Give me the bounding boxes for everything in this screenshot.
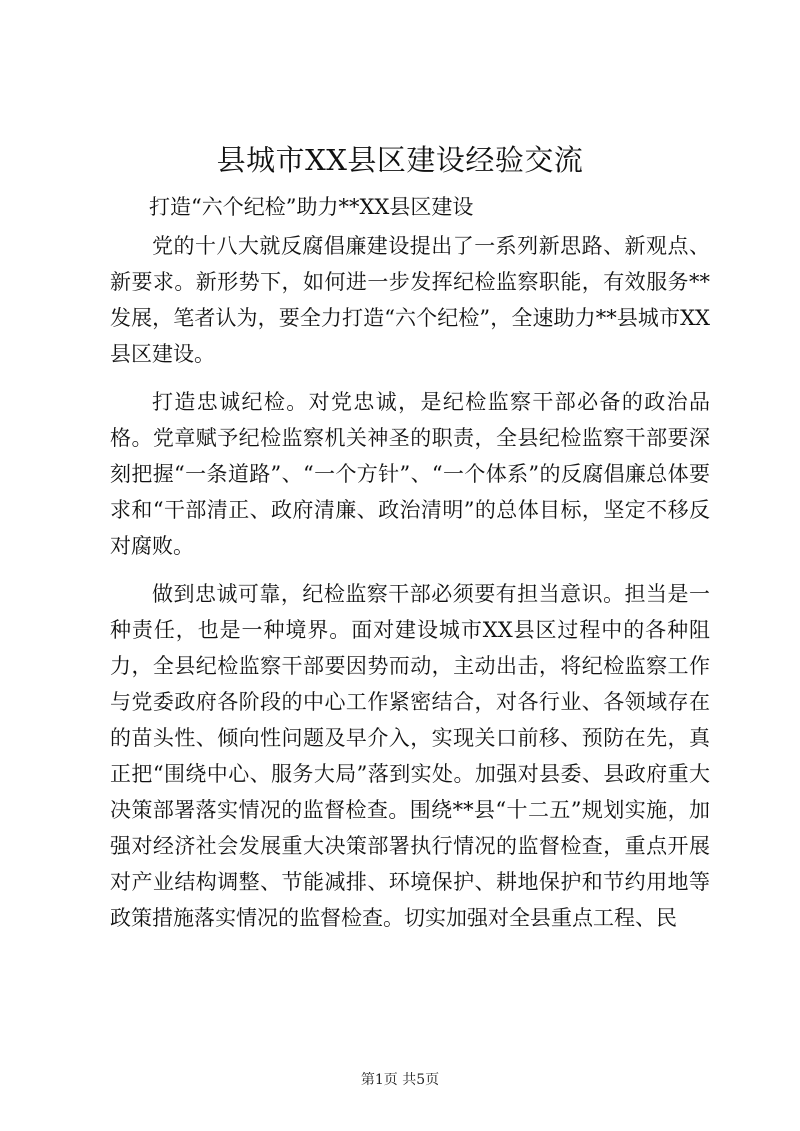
paragraph: 做到忠诚可靠，纪检监察干部必须要有担当意识。担当是一种责任，也是一种境界。面对建设城市XX县区过程中的各种阻力，全县纪检监察干部要因势而动，主动出击，将纪检监察工作与党委政府各阶段的中心工作紧密结合，对各行业、各领域存在的苗头性、倾向性问题及早介入，实现关口前移、预防在先，真正把“围绕中心、服务大局”落到实处。加强对县委、县政府重大决策部署落实情况的监督检查。围绕**县“十二五”规划实施，加强对经济社会发展重大决策部署执行情况的监督检查，重点开展对产业结构调整、节能减排、环境保护、耕地保护和节约用地等政策措施落实情况的监督检查。切实加强对全县重点工程、民: [110, 582, 710, 930]
document-title: 县城市XX县区建设经验交流: [216, 143, 584, 177]
page-footer: 第1页 共5页: [360, 1072, 440, 1088]
document-subtitle: 打造“六个纪检”助力**XX县区建设: [149, 195, 474, 219]
paragraph: 党的十八大就反腐倡廉建设提出了一系列新思路、新观点、新要求。新形势下，如何进一步发挥纪检监察职能，有效服务**发展，笔者认为，要全力打造“六个纪检”，全速助力**县城市XX县区建设。: [110, 234, 710, 366]
paragraph: 打造忠诚纪检。对党忠诚，是纪检监察干部必备的政治品格。党章赋予纪检监察机关神圣的职责，全县纪检监察干部要深刻把握“一条道路”、“一个方针”、“一个体系”的反腐倡廉总体要求和“干部清正、政府清廉、政治清明”的总体目标，坚定不移反对腐败。: [110, 390, 710, 558]
document-body: [110, 228, 710, 936]
